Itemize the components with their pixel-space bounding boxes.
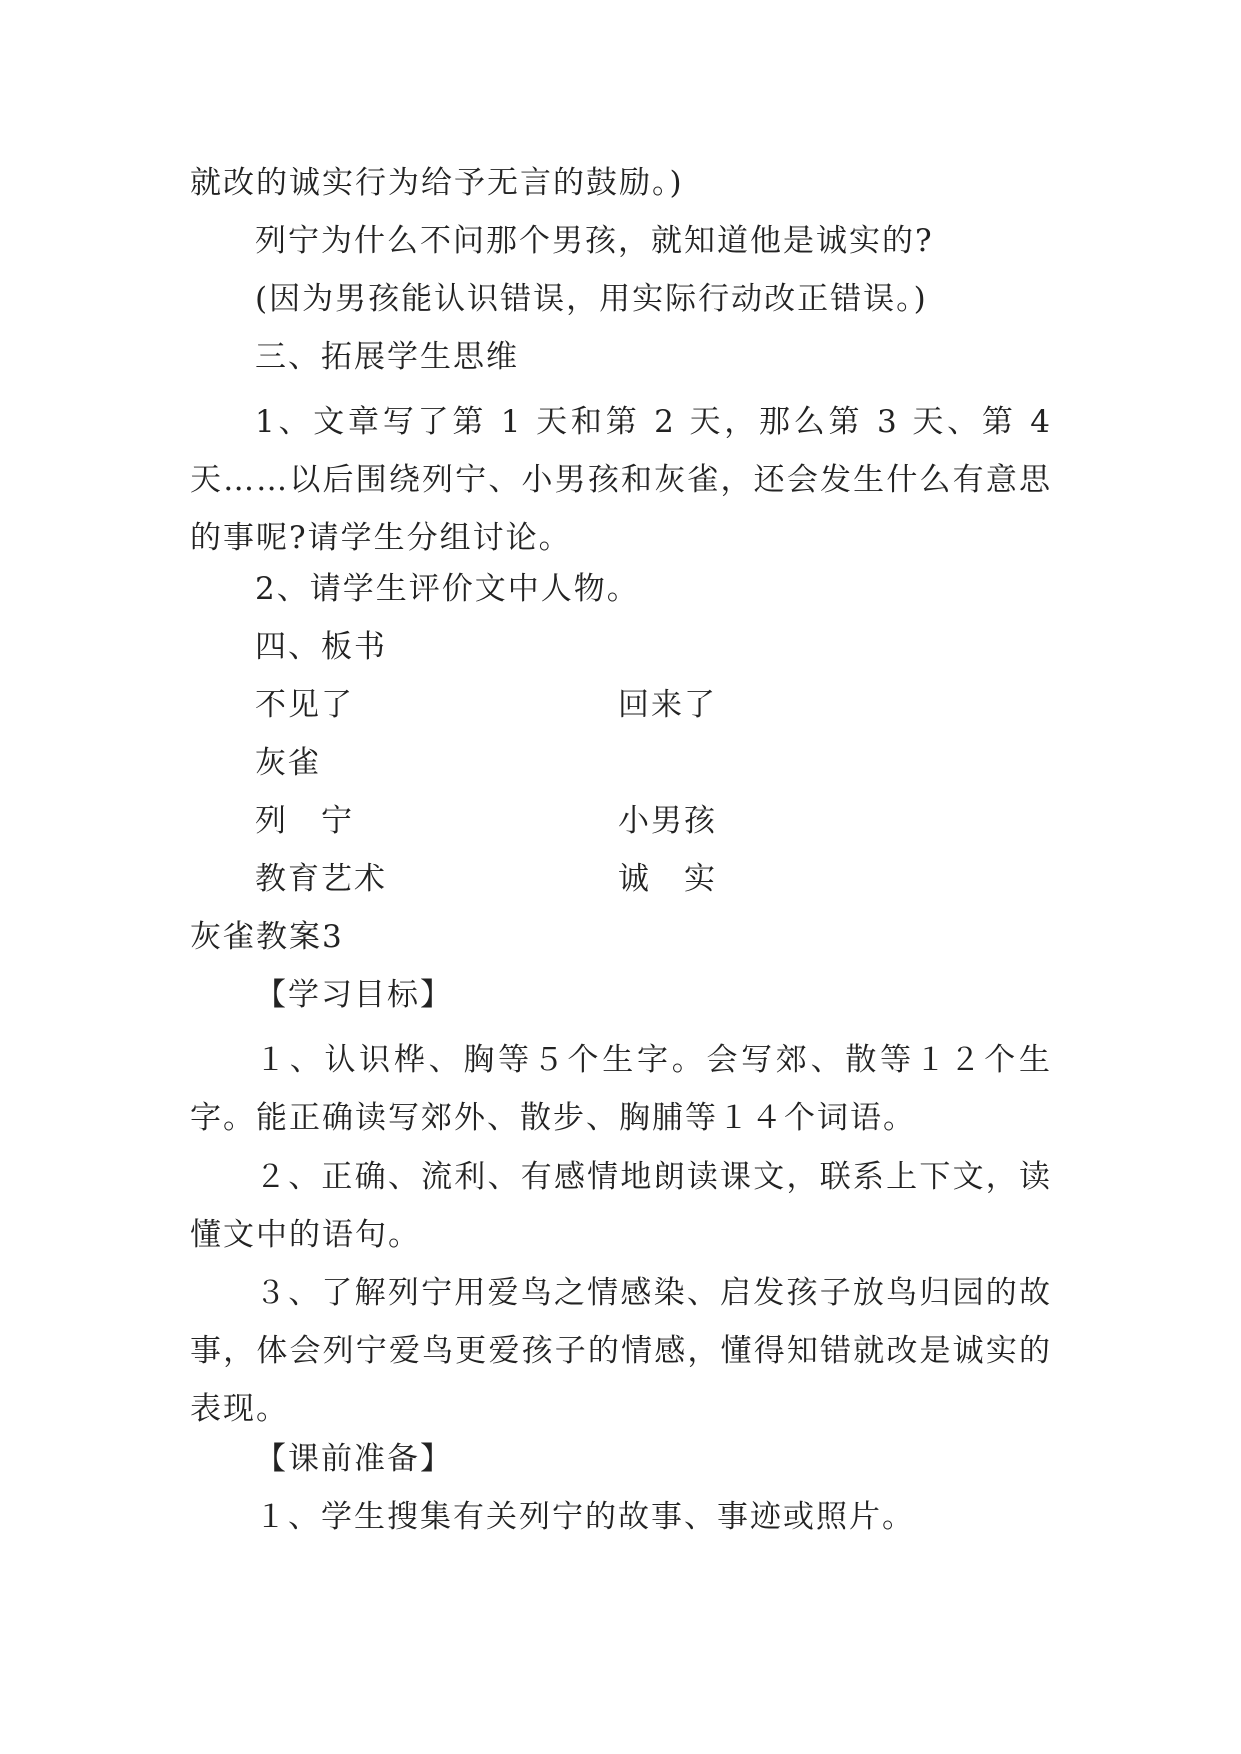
section-heading: 【学习目标】 (255, 977, 453, 1013)
board-text: 诚 实 (618, 861, 717, 897)
board-text: 回来了 (618, 687, 717, 723)
board-text: 教育艺术 (255, 861, 387, 897)
text-line: 2、请学生评价文中人物。 (255, 571, 640, 607)
text-line: (因为男孩能认识错误，用实际行动改正错误。) (255, 281, 928, 317)
board-text: 列 宁 (255, 803, 354, 839)
text-line: 就改的诚实行为给予无言的鼓励。) (190, 165, 684, 201)
paragraph: ２、正确、流利、有感情地朗读课文，联系上下文，读懂文中的语句。 (190, 1159, 1052, 1253)
text-line: １、学生搜集有关列宁的故事、事迹或照片。 (255, 1499, 915, 1535)
board-text: 小男孩 (618, 803, 717, 839)
section-heading: 四、板书 (255, 629, 387, 665)
section-heading: 【课前准备】 (255, 1441, 453, 1477)
paragraph: 1、文章写了第 1 天和第 2 天，那么第 3 天、第 4 天……以后围绕列宁、小男孩和灰雀，还会发生什么有意思的事呢?请学生分组讨论。 (190, 404, 1052, 556)
board-text: 不见了 (255, 687, 354, 723)
document-section-title: 灰雀教案3 (190, 919, 344, 955)
paragraph: ３、了解列宁用爱鸟之情感染、启发孩子放鸟归园的故事，体会列宁爱鸟更爱孩子的情感，懂得知错就改是诚实的表现。 (190, 1275, 1052, 1427)
board-text: 灰雀 (255, 745, 321, 781)
text-line: 列宁为什么不问那个男孩，就知道他是诚实的? (255, 223, 934, 259)
paragraph: １、认识桦、胸等５个生字。会写郊、散等１２个生字。能正确读写郊外、散步、胸脯等１４个词语。 (190, 1042, 1052, 1136)
section-heading: 三、拓展学生思维 (255, 339, 519, 375)
